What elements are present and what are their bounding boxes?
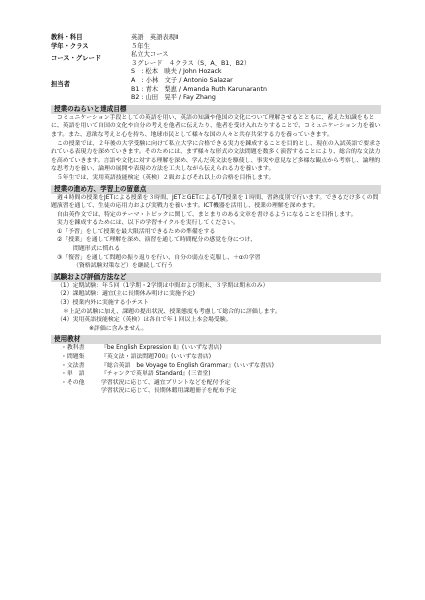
material-label: ・文法書 xyxy=(61,362,85,369)
course-info xyxy=(51,34,381,103)
course-value xyxy=(131,51,381,68)
subject-label: 教科・科目 xyxy=(51,34,83,41)
aims-paragraph: この授業では、２年後の大学受験に向けて私立大学に合格できる実力を錬成することを目的とし、現在の入試英語で要求されている表現力を深めていきます。そのためには、まず様々な形式の文法問題を数多く演習することにより、総合的な文法力を高めていきます。言語や文化に対する理解を深め、学んだ英文法を駆使し、事実や意見など多様な観点から考察し、論理的な思考力を養い、論理の展開や表現の方法を工夫しながら伝えられる力を養います。 xyxy=(51,140,381,173)
teacher-line: B1 : 青木 梨恵 / Amanda Ruth Karunarantn xyxy=(131,85,267,93)
evaluation-note: ※評価に含みません。 xyxy=(89,325,148,332)
materials-list xyxy=(51,344,381,396)
material-title: 『チャンクで英単語 Standard』(三省堂) xyxy=(101,371,211,378)
material-label: ・その他 xyxy=(61,379,85,386)
material-title: 学習状況に応じて、長期休暇用課題冊子を配布予定 xyxy=(101,388,237,395)
study-cycle-item: ③「復習」を通して問題の振り返りを行い、自分の弱点を克服し、＋αの学習 xyxy=(57,254,261,261)
material-row xyxy=(51,362,381,371)
subject-value: 英語 英語表現Ⅱ xyxy=(131,34,179,41)
materials-heading: 使用教材 xyxy=(51,335,381,344)
evaluation-line: （4）実用英語技能検定（英検）は各自で年１回以上本会場受験。 xyxy=(57,317,232,324)
material-title: 『英文法・語法問題700』(いいずな書店) xyxy=(101,354,212,360)
course-label: コース・グレード xyxy=(51,55,102,63)
material-title: 『be English Expression Ⅱ』(いいずな書店) xyxy=(101,345,222,352)
study-cycle-item: ①「予習」をして授業を最大限活用できるための準備をする xyxy=(57,228,216,235)
study-cycle-item: ②「授業」を通して理解を深め、演習を通して時間配分の感覚を身につけ、 xyxy=(57,237,257,244)
aims-paragraph: コミュニケーション手段としての英語を用い、英語の知識や他国の文化について理解させるとともに、蓄えた知識をもとに、英語を用いて自国の文化や自分の考えを他者に伝えたり、他者を受け入れたりすることで、コミュニケーション力を養います。また、意欲な考えと心を持ち、地球市民として様々な国の人々と共存共栄する力を養っていきます。 xyxy=(51,114,381,138)
method-paragraph: 自由英作文では、特定のテーマ・トピックに関して、まとまりのある文章を書けるようになることを目指します。 xyxy=(56,211,357,218)
material-label xyxy=(61,387,101,396)
method-paragraph: 週４時間の授業をJETによる授業を３時間、JETとGETによるT/T授業を１時間、習熟度別で行います。できるだけ多くの問題演習を通して、生徒の応用力および実戦力を養います。ICT機器を活用し、授業の理解を深めます。 xyxy=(51,194,379,210)
material-row xyxy=(51,353,381,362)
teacher-line: B2 : 山田 晃平 / Fay Zhang xyxy=(131,94,216,102)
study-cycle-item: （資格試験対策など）を継続して行う xyxy=(73,263,174,270)
material-label: ・単 語 xyxy=(61,371,85,378)
evaluation-line: （1）定期試験：年５回（1学期・2学期は中間および期末、３学期は期末のみ） xyxy=(57,282,269,289)
material-label: ・問題集 xyxy=(61,354,85,360)
evaluation-heading: 試験および評価方法など xyxy=(51,273,381,282)
grade-label: 学年・クラス xyxy=(51,42,89,50)
grade-value: ５年生 xyxy=(131,42,150,50)
material-row xyxy=(51,387,381,396)
evaluation-line: （2）課題試験：適宜(主に長期休み明けに実施予定) xyxy=(57,291,195,298)
teacher-list xyxy=(131,68,381,102)
aims-paragraph: ５年生では、実用英語技能検定（英検）２級およびそれ以上の合格を目指します。 xyxy=(56,174,275,181)
material-label: ・教科書 xyxy=(61,345,85,352)
evaluation-line: （3）授業内外に実施する小テスト xyxy=(57,300,149,307)
method-heading: 授業の進め方、学習上の留意点 xyxy=(51,185,381,194)
material-title: 学習状況に応じて、適宜プリントなどを配付予定 xyxy=(101,379,231,386)
aims-heading: 授業のねらいと達成目標 xyxy=(51,105,381,114)
evaluation-line: ＊上記の試験に加え、課題の提出状況、授業態度も考慮して総合的に評価します。 xyxy=(63,308,281,315)
method-paragraph: 実力を錬成するためには、以下の学習サイクルを実行してください。 xyxy=(56,220,239,227)
teacher-label: 担当者 xyxy=(51,81,70,89)
course-line: ３グレード ４クラス（S、A、B1、B2） xyxy=(131,59,251,67)
teacher-line: S : 松本 映夫 / John Hozack xyxy=(131,68,222,76)
material-title: 『総合英語 be Voyage to English Grammar』(いいずな書店) xyxy=(101,362,274,369)
study-cycle-item: 問題形式に慣れる xyxy=(73,246,121,253)
material-row xyxy=(51,344,381,353)
teacher-line: A : 小林 文子 / Antonio Salazar xyxy=(131,76,233,84)
course-line: 私立大コース xyxy=(131,51,169,59)
material-row xyxy=(51,379,381,388)
material-row xyxy=(51,370,381,379)
